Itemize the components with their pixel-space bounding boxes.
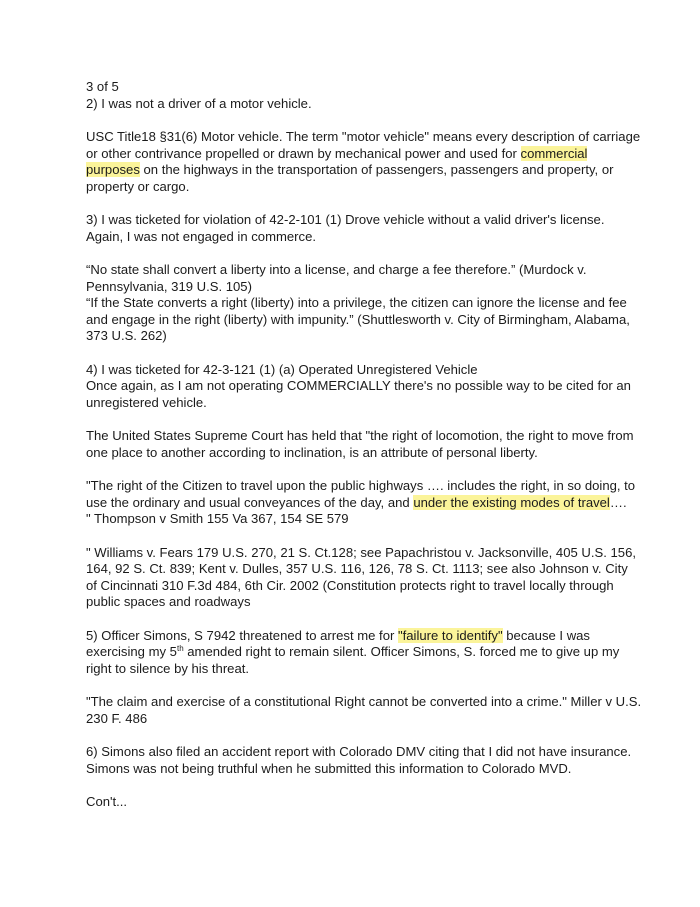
text-line [86,146,646,163]
text-run: exercising my 5 [86,644,177,659]
text-line: Once again, as I am not operating COMMERCIALLY there's no possible way to be cited for an [86,378,631,393]
text-line: 164, 92 S. Ct. 839; Kent v. Dulles, 357 U.S. 116, 126, 78 S. Ct. 1113; see also Johnson v. City [86,561,628,576]
text-line: " Williams v. Fears 179 U.S. 270, 21 S. Ct.128; see Papachristou v. Jacksonville, 405 U.S. 156, [86,544,636,560]
text-line: one place to another according to inclination, is an attribute of personal liberty. [86,444,538,460]
text-line: Again, I was not engaged in commerce. [86,228,316,244]
paragraph-page-header [86,79,646,112]
highlighted-text: under the existing modes of travel [413,494,610,510]
text-line: USC Title18 §31(6) Motor vehicle. The term "motor vehicle" means every description of carriage [86,129,641,144]
text-line: 3) I was ticketed for violation of 42-2-101 (1) Drove vehicle without a valid driver's license. [86,212,605,227]
text-line: 373 U.S. 262) [86,328,167,343]
paragraph-item-3 [86,212,646,245]
text-line: 4) I was ticketed for 42-3-121 (1) (a) Operated Unregistered Vehicle [86,361,478,377]
paragraph-case-citations [86,545,646,611]
text-line: public spaces and roadways [86,594,251,609]
text-run: amended right to remain silent. Officer Simons, S. forced me to give up my [183,644,620,659]
text-line: of Cincinnati 310 F.3d 484, 6th Cir. 2002 (Constitution protects right to travel locally through [86,577,614,593]
text-line: " Thompson v Smith 155 Va 367, 154 SE 579 [86,511,349,526]
paragraph-item-4 [86,362,646,412]
text-line [86,162,646,179]
text-run: …. [609,494,627,510]
text-line: “No state shall convert a liberty into a license, and charge a fee therefore.” (Murdock v. [86,262,587,277]
text-line [86,628,646,645]
paragraph-right-to-travel [86,478,646,528]
text-line: "The claim and exercise of a constitutional Right cannot be converted into a crime." Miller v U.S. [86,694,642,709]
text-run: or other contrivance propelled or drawn by mechanical power and used for [86,145,521,161]
paragraph-item-6 [86,744,646,777]
text-line: Pennsylvania, 319 U.S. 105) [86,278,252,294]
text-run: use the ordinary and usual conveyances of the day, and [86,494,414,510]
document-body [86,79,646,828]
paragraph-supreme-court [86,428,646,461]
paragraph-item-5 [86,628,646,678]
text-line: 6) Simons also filed an accident report with Colorado DMV citing that I did not have insurance. [86,744,632,759]
highlighted-text: purposes [86,162,140,177]
text-line [86,495,646,512]
text-line: Simons was not being truthful when he submitted this information to Colorado MVD. [86,760,572,776]
text-line: “If the State converts a right (liberty) into a privilege, the citizen can ignore the license and fee [86,295,627,310]
text-line: 230 F. 486 [86,710,148,726]
page-number: 3 of 5 [86,79,119,94]
text-run: on the highways in the transportation of passengers, passengers and property, or [139,162,614,177]
text-line: unregistered vehicle. [86,394,207,410]
text-run: 5) Officer Simons, S 7942 threatened to arrest me for [86,627,398,643]
paragraph-quotes-license [86,262,646,345]
paragraph-usc-definition [86,129,646,195]
superscript: th [176,644,184,653]
item-2-heading: 2) I was not a driver of a motor vehicle. [86,95,312,111]
text-run: because I was [502,627,590,643]
text-line: property or cargo. [86,178,190,194]
paragraph-continued [86,794,646,811]
text-line: right to silence by his threat. [86,660,250,676]
text-line: and engage in the right (liberty) with impunity.” (Shuttlesworth v. City of Birmingham, Alabama, [86,311,630,327]
paragraph-miller-quote [86,694,646,727]
text-line: "The right of the Citizen to travel upon the public highways …. includes the right, in so doing, to [86,478,636,493]
highlighted-text: commercial [520,145,588,161]
continued-note: Con't... [86,794,128,809]
text-line [86,644,646,661]
highlighted-text: "failure to identify" [397,627,503,643]
text-line: The United States Supreme Court has held that "the right of locomotion, the right to move from [86,428,634,443]
